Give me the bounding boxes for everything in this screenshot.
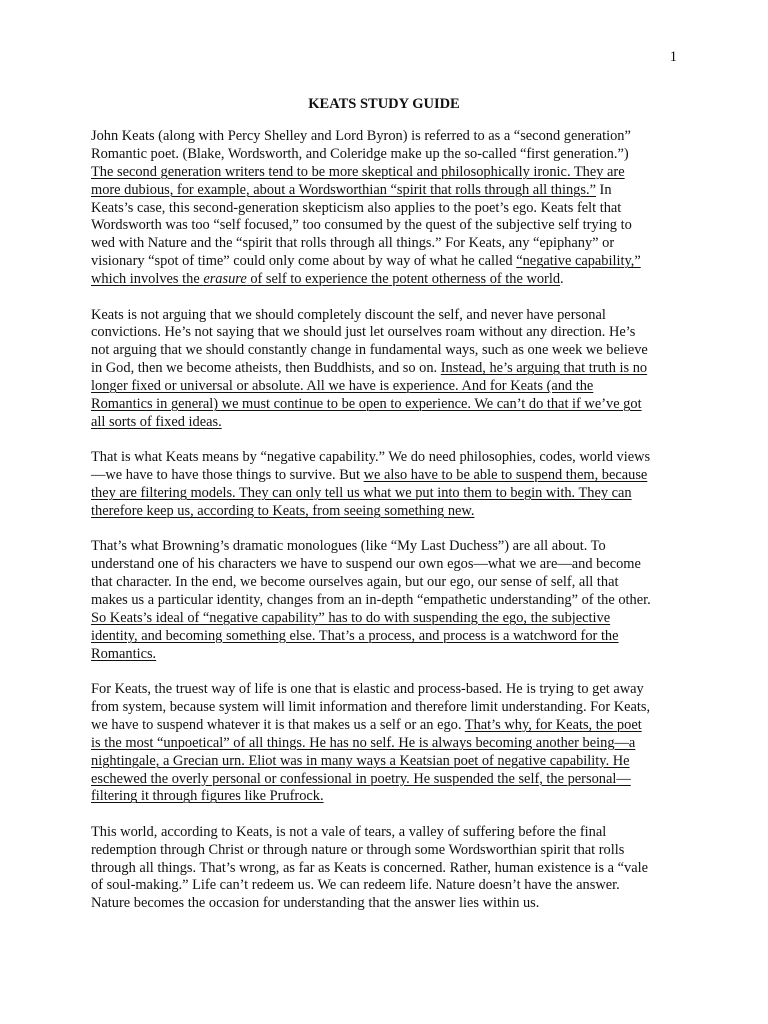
text-line xyxy=(91,753,683,771)
paragraph xyxy=(91,128,683,289)
text-line xyxy=(91,610,683,628)
text-segment: —we have to have those things to survive. But xyxy=(91,467,364,484)
text-line xyxy=(91,324,683,342)
underlined-text: filtering it through figures like Prufrock. xyxy=(91,788,324,805)
text-line xyxy=(91,842,683,860)
underlined-text: we also have to be able to suspend them, because xyxy=(363,467,648,484)
text-line xyxy=(91,824,683,842)
text-segment: That is what Keats means by “negative capability.” We do need philosophies, codes, world views xyxy=(91,449,651,466)
text-line xyxy=(91,485,683,503)
underlined-text: “negative capability,” xyxy=(516,253,641,270)
text-line xyxy=(91,128,683,146)
text-line xyxy=(91,200,683,218)
page-number: 1 xyxy=(669,49,677,65)
text-line xyxy=(91,860,683,878)
underlined-text: which involves the xyxy=(91,271,204,288)
underlined-text: identity, and becoming something else. That’s a process, and process is a watchword for the xyxy=(91,627,619,644)
text-line xyxy=(91,414,683,432)
text-line xyxy=(91,699,683,717)
text-line xyxy=(91,307,683,325)
text-line xyxy=(91,788,683,806)
underlined-text: The second generation writers tend to be more skeptical and philosophically ironic. They are xyxy=(91,163,625,180)
text-line xyxy=(91,574,683,592)
document-body xyxy=(91,128,683,931)
text-segment: convictions. He’s not saying that we should just let ourselves roam without any direction. He’s xyxy=(91,324,636,341)
text-line xyxy=(91,681,683,699)
text-segment: wed with Nature and the “spirit that rolls through all things.” For Keats, any “epiphany” or xyxy=(91,235,615,252)
text-segment: from system, because system will limit information and therefore limit understanding. For Keats, xyxy=(91,698,651,715)
text-line xyxy=(91,503,683,521)
underlined-text: is the most “unpoetical” of all things. He has no self. He is always becoming another being—a xyxy=(91,734,636,751)
text-line xyxy=(91,556,683,574)
text-segment: understand one of his characters we have to suspend our own egos—what we are—and become xyxy=(91,556,641,573)
text-line xyxy=(91,217,683,235)
text-line xyxy=(91,182,683,200)
text-segment: That’s what Browning’s dramatic monologues (like “My Last Duchess”) are all about. To xyxy=(91,538,606,555)
text-line xyxy=(91,396,683,414)
text-line xyxy=(91,735,683,753)
text-segment: Nature becomes the occasion for understanding that the answer lies within us. xyxy=(91,895,540,912)
paragraph xyxy=(91,538,683,663)
text-line xyxy=(91,646,683,664)
paragraph xyxy=(91,824,683,913)
underlined-text: more dubious, for example, about a Wordsworthian “spirit that rolls through all things.” xyxy=(91,181,596,198)
text-segment: John Keats (along with Percy Shelley and Lord Byron) is referred to as a “second generation” xyxy=(91,128,631,144)
text-segment: Romantic poet. (Blake, Wordsworth, and Coleridge make up the so-called “first generation.”) xyxy=(91,145,629,162)
text-segment: of soul-making.” Life can’t redeem us. We can redeem life. Nature doesn’t have the answer. xyxy=(91,877,620,894)
text-line xyxy=(91,628,683,646)
underlined-text: longer fixed or universal or absolute. All we have is experience. And for Keats (and the xyxy=(91,378,594,395)
underlined-text: of self to experience the potent otherness of the world xyxy=(246,271,561,288)
underlined-text: Romantics in general) we must continue to be open to experience. We can’t do that if we’ve got xyxy=(91,395,642,412)
text-segment: Wordsworth was too “self focused,” too consumed by the quest of the subjective self trying to xyxy=(91,217,632,234)
text-line xyxy=(91,235,683,253)
text-segment: through all things. That’s wrong, as far as Keats is concerned. Rather, human existence is a “vale xyxy=(91,859,649,876)
text-line xyxy=(91,771,683,789)
text-segment: This world, according to Keats, is not a vale of tears, a valley of suffering before the final xyxy=(91,823,607,840)
document-title: KEATS STUDY GUIDE xyxy=(308,96,460,112)
text-segment: we have to suspend whatever it is that makes us a self or an ego. xyxy=(91,716,465,733)
underlined-text: nightingale, a Grecian urn. Eliot was in many ways a Keatsian poet of negative capability. He xyxy=(91,752,630,769)
text-segment: makes us a particular identity, changes from an in-depth “empathetic understanding” of the other. xyxy=(91,591,651,608)
text-line xyxy=(91,146,683,164)
text-line xyxy=(91,378,683,396)
text-segment: not arguing that we should constantly change in fundamental ways, such as one week we believe xyxy=(91,342,648,359)
text-line xyxy=(91,877,683,895)
text-segment: in God, then we become atheists, then Buddhists, and so on. xyxy=(91,360,441,377)
text-line xyxy=(91,164,683,182)
text-segment: . xyxy=(560,271,564,288)
paragraph xyxy=(91,681,683,806)
paragraph xyxy=(91,449,683,521)
underlined-text: Instead, he’s arguing that truth is no xyxy=(440,360,648,377)
underlined-text: eschewed the overly personal or confessional in poetry. He suspended the self, the personal— xyxy=(91,770,631,787)
text-segment: Keats’s case, this second-generation skepticism also applies to the poet’s ego. Keats felt that xyxy=(91,199,622,216)
underlined-text: erasure xyxy=(203,271,247,288)
text-line xyxy=(91,467,683,485)
underlined-text: Romantics. xyxy=(91,645,157,662)
text-line xyxy=(91,717,683,735)
text-line xyxy=(91,895,683,913)
text-segment: redemption through Christ or through nature or through some Wordsworthian spirit that rolls xyxy=(91,841,625,858)
text-segment: visionary “spot of time” could only come about by way of what he called xyxy=(91,253,517,270)
paragraph xyxy=(91,307,683,432)
text-line xyxy=(91,342,683,360)
text-line xyxy=(91,538,683,556)
text-segment: For Keats, the truest way of life is one that is elastic and process-based. He is trying to get away xyxy=(91,681,644,698)
text-line xyxy=(91,360,683,378)
underlined-text: they are filtering models. They can only tell us what we put into them to begin with. They can xyxy=(91,485,632,502)
underlined-text: therefore keep us, according to Keats, from seeing something new. xyxy=(91,502,475,519)
text-line xyxy=(91,253,683,271)
text-line xyxy=(91,271,683,289)
text-segment: In xyxy=(595,181,612,198)
underlined-text: That’s why, for Keats, the poet xyxy=(464,716,642,733)
text-segment: that character. In the end, we become ourselves again, but our ego, our sense of self, all that xyxy=(91,574,619,591)
underlined-text: So Keats’s ideal of “negative capability” has to do with suspending the ego, the subjective xyxy=(91,609,611,626)
text-segment: Keats is not arguing that we should completely discount the self, and never have personal xyxy=(91,306,606,323)
underlined-text: all sorts of fixed ideas. xyxy=(91,413,222,430)
text-line xyxy=(91,592,683,610)
text-line xyxy=(91,449,683,467)
